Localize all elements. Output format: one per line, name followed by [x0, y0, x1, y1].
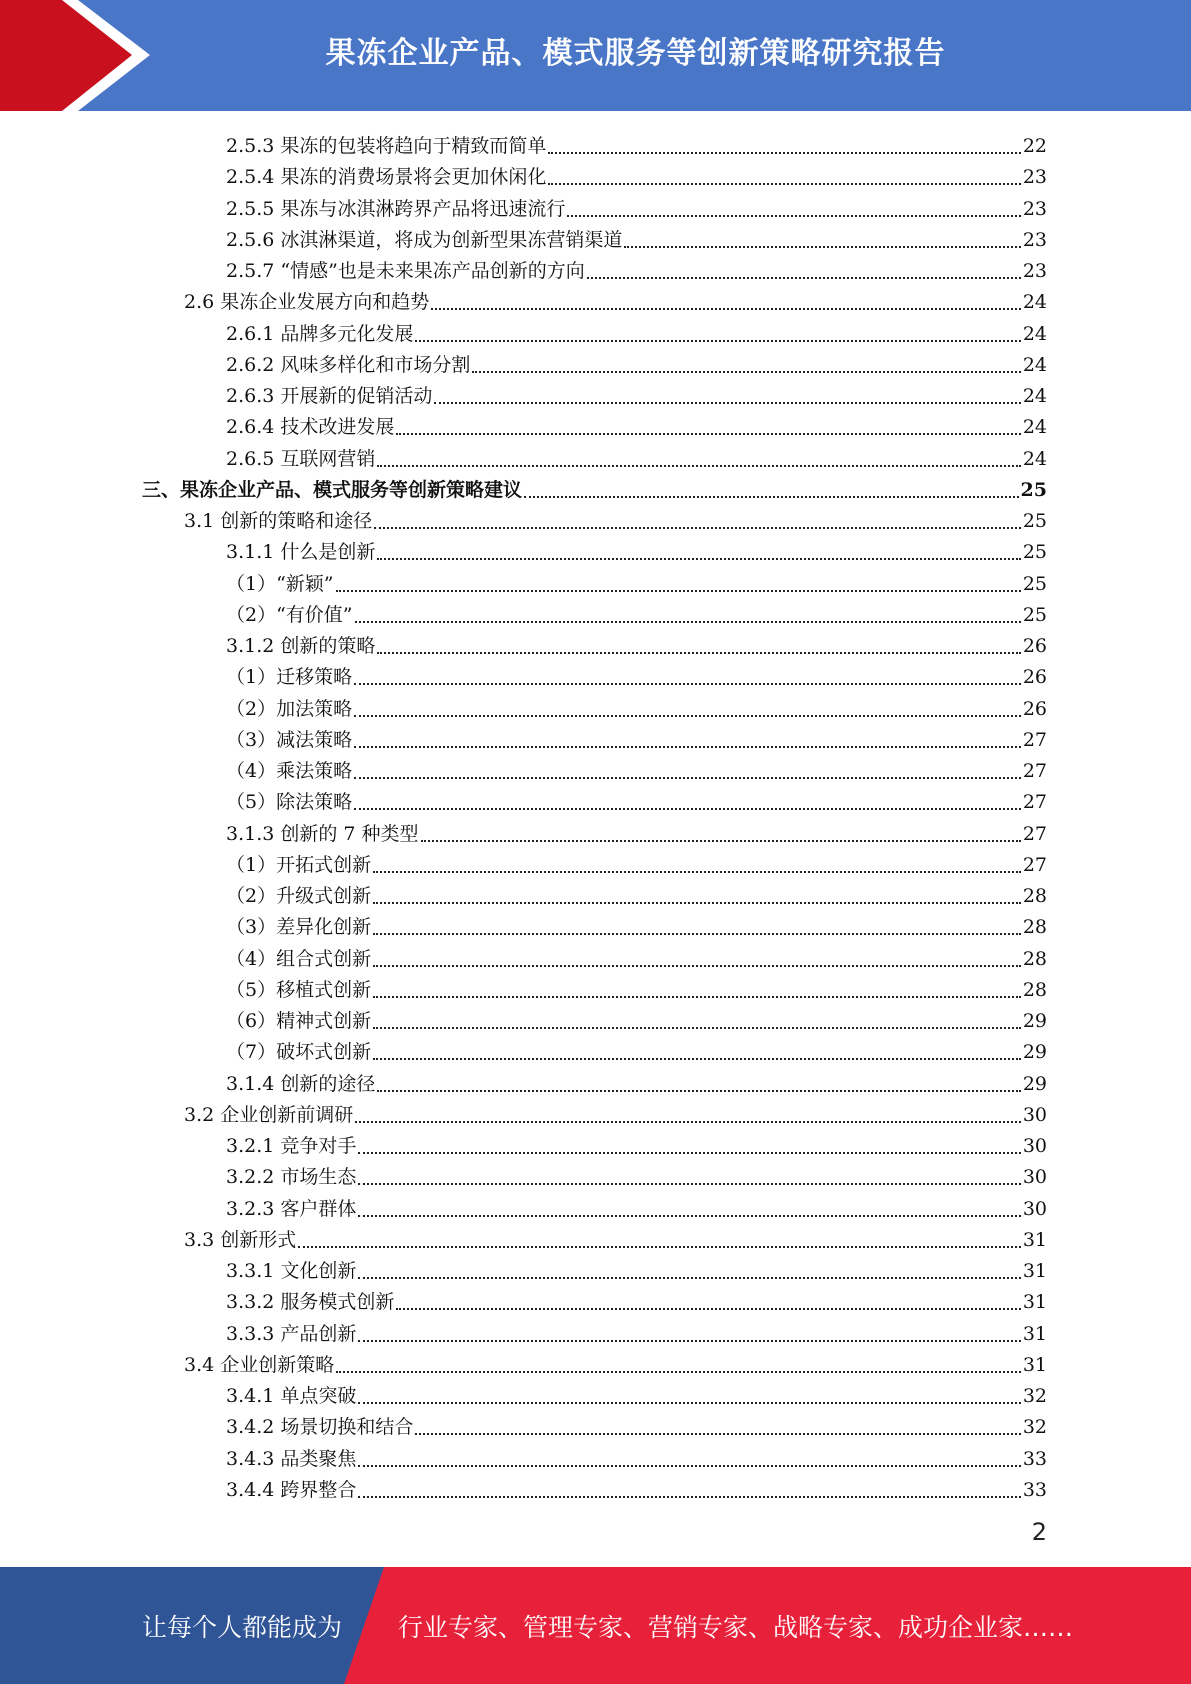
toc-entry-label: 2.6.1 品牌多元化发展: [226, 323, 414, 345]
toc-leader-dots: [354, 807, 1021, 810]
toc-entry-label: 3.1.2 创新的策略: [226, 635, 376, 657]
toc-entry-label: 2.5.4 果冻的消费场景将会更加休闲化: [226, 166, 547, 188]
toc-entry[interactable]: [184, 1346, 1047, 1377]
toc-entry-label: 2.6.3 开展新的促销活动: [226, 385, 433, 407]
toc-leader-dots: [373, 870, 1021, 873]
toc-entry-label: （1）迁移策略: [226, 666, 353, 688]
toc-entry[interactable]: [142, 471, 1047, 502]
toc-entry-label: 3.1.1 什么是创新: [226, 541, 376, 563]
toc-entry-page: 31: [1022, 1354, 1047, 1376]
toc-entry-label: 3.3.3 产品创新: [226, 1323, 357, 1345]
toc-entry-label: 3.4.1 单点突破: [226, 1385, 357, 1407]
toc-entry-page: 29: [1022, 1010, 1047, 1032]
toc-leader-dots: [415, 1432, 1020, 1435]
toc-entry-label: （5）移植式创新: [226, 979, 372, 1001]
toc-entry[interactable]: [226, 533, 1047, 564]
toc-leader-dots: [373, 932, 1021, 935]
toc-entry[interactable]: [226, 440, 1047, 471]
toc-entry[interactable]: [226, 846, 1047, 877]
toc-entry-label: 3.3.2 服务模式创新: [226, 1291, 395, 1313]
toc-entry-page: 27: [1022, 823, 1047, 845]
toc-entry-page: 25: [1022, 541, 1047, 563]
toc-entry[interactable]: [226, 1127, 1047, 1158]
toc-entry-label: 2.5.6 冰淇淋渠道，将成为创新型果冻营销渠道: [226, 229, 623, 251]
toc-entry[interactable]: [226, 1408, 1047, 1439]
toc-entry[interactable]: [226, 783, 1047, 814]
toc-entry-page: 27: [1022, 760, 1047, 782]
toc-entry-page: 28: [1022, 885, 1047, 907]
toc-entry-page: 29: [1022, 1041, 1047, 1063]
toc-leader-dots: [354, 745, 1021, 748]
toc-leader-dots: [472, 370, 1020, 373]
toc-entry[interactable]: [184, 1221, 1047, 1252]
toc-leader-dots: [358, 1464, 1020, 1467]
toc-entry-page: 22: [1022, 135, 1047, 157]
page-number: 2: [1031, 1518, 1047, 1546]
toc-entry-page: 25: [1022, 510, 1047, 532]
toc-entry-label: 2.6 果冻企业发展方向和趋势: [184, 291, 430, 313]
toc-entry-page: 31: [1022, 1260, 1047, 1282]
toc-entry[interactable]: [226, 315, 1047, 346]
toc-leader-dots: [373, 995, 1021, 998]
toc-entry-page: 23: [1022, 229, 1047, 251]
toc-entry[interactable]: [226, 377, 1047, 408]
toc-leader-dots: [358, 1401, 1020, 1404]
toc-leader-dots: [415, 339, 1020, 342]
toc-entry-page: 26: [1022, 698, 1047, 720]
toc-entry-label: （1）“新颖”: [226, 573, 334, 595]
toc-entry-label: 3.1.3 创新的 7 种类型: [226, 823, 419, 845]
toc-entry-label: （7）破坏式创新: [226, 1041, 372, 1063]
toc-entry[interactable]: [226, 877, 1047, 908]
toc-entry-page: 23: [1022, 260, 1047, 282]
toc-entry-label: 3.1 创新的策略和途径: [184, 510, 373, 532]
toc-entry[interactable]: [226, 1315, 1047, 1346]
toc-entry-label: 3.2.3 客户群体: [226, 1198, 357, 1220]
toc-entry[interactable]: [226, 565, 1047, 596]
toc-entry-page: 25: [1020, 479, 1047, 501]
toc-entry-page: 31: [1022, 1323, 1047, 1345]
toc-leader-dots: [373, 964, 1021, 967]
toc-entry-label: （6）精神式创新: [226, 1010, 372, 1032]
toc-entry-label: （4）组合式创新: [226, 948, 372, 970]
toc-entry-label: 2.5.3 果冻的包装将趋向于精致而简单: [226, 135, 547, 157]
toc-entry-label: 2.5.7 “情感”也是未来果冻产品创新的方向: [226, 260, 585, 282]
toc-leader-dots: [377, 557, 1020, 560]
toc-entry[interactable]: [226, 971, 1047, 1002]
toc-leader-dots: [548, 182, 1020, 185]
toc-entry-label: 2.6.4 技术改进发展: [226, 416, 395, 438]
toc-entry-page: 30: [1022, 1135, 1047, 1157]
toc-entry[interactable]: [184, 502, 1047, 533]
toc-leader-dots: [421, 839, 1021, 842]
toc-entry-page: 24: [1022, 291, 1047, 313]
toc-entry[interactable]: [184, 283, 1047, 314]
toc-leader-dots: [358, 1151, 1020, 1154]
toc-entry-page: 24: [1022, 448, 1047, 470]
toc-entry-page: 31: [1022, 1291, 1047, 1313]
toc-entry-page: 33: [1022, 1479, 1047, 1501]
toc-entry[interactable]: [226, 1065, 1047, 1096]
toc-entry-label: 3.3 创新形式: [184, 1229, 297, 1251]
toc-leader-dots: [358, 1276, 1020, 1279]
toc-entry-page: 32: [1022, 1416, 1047, 1438]
toc-entry[interactable]: [226, 627, 1047, 658]
toc-entry-label: 3.4.2 场景切换和结合: [226, 1416, 414, 1438]
toc-entry-label: 3.4 企业创新策略: [184, 1354, 335, 1376]
toc-entry-label: 2.6.2 风味多样化和市场分割: [226, 354, 471, 376]
toc-entry-page: 26: [1022, 666, 1047, 688]
toc-entry-page: 25: [1022, 604, 1047, 626]
toc-leader-dots: [373, 901, 1021, 904]
toc-entry-page: 24: [1022, 323, 1047, 345]
toc-leader-dots: [336, 589, 1021, 592]
toc-entry-label: 2.5.5 果冻与冰淇淋跨界产品将迅速流行: [226, 198, 566, 220]
toc-leader-dots: [524, 495, 1019, 498]
toc-entry-page: 25: [1022, 573, 1047, 595]
toc-entry-page: 27: [1022, 791, 1047, 813]
toc-entry[interactable]: [226, 190, 1047, 221]
footer-slogan-left: 让每个人都能成为: [142, 1612, 343, 1642]
toc-entry[interactable]: [226, 690, 1047, 721]
toc-entry-page: 28: [1022, 948, 1047, 970]
toc-leader-dots: [377, 464, 1020, 467]
toc-entry[interactable]: [226, 1377, 1047, 1408]
toc-entry-label: （1）开拓式创新: [226, 854, 372, 876]
toc-leader-dots: [354, 776, 1021, 779]
toc-entry-page: 31: [1022, 1229, 1047, 1251]
toc-entry-page: 27: [1022, 729, 1047, 751]
toc-leader-dots: [298, 1245, 1021, 1248]
toc-entry-label: 3.2 企业创新前调研: [184, 1104, 354, 1126]
toc-leader-dots: [358, 1495, 1020, 1498]
toc-entry-page: 29: [1022, 1073, 1047, 1095]
page-header: [0, 0, 1191, 111]
toc-entry[interactable]: [226, 721, 1047, 752]
toc-entry-label: 3.4.3 品类聚焦: [226, 1448, 357, 1470]
toc-leader-dots: [373, 1026, 1021, 1029]
toc-entry[interactable]: [226, 1440, 1047, 1471]
toc-entry[interactable]: [226, 596, 1047, 627]
toc-entry-label: （3）差异化创新: [226, 916, 372, 938]
toc-leader-dots: [587, 276, 1021, 279]
toc-entry[interactable]: [226, 252, 1047, 283]
page-footer: [0, 1567, 1191, 1684]
toc-entry[interactable]: [226, 1033, 1047, 1064]
footer-slogan-right: 行业专家、管理专家、营销专家、战略专家、成功企业家……: [398, 1612, 1074, 1642]
toc-leader-dots: [358, 1214, 1020, 1217]
toc-entry-page: 28: [1022, 979, 1047, 1001]
toc-entry-page: 23: [1022, 198, 1047, 220]
toc-entry[interactable]: [226, 658, 1047, 689]
toc-entry[interactable]: [226, 940, 1047, 971]
toc-entry-label: （4）乘法策略: [226, 760, 353, 782]
toc-entry-page: 24: [1022, 354, 1047, 376]
toc-leader-dots: [624, 245, 1020, 248]
toc-entry[interactable]: [226, 221, 1047, 252]
toc-leader-dots: [355, 1120, 1021, 1123]
toc-entry[interactable]: [226, 1252, 1047, 1283]
toc-entry-page: 23: [1022, 166, 1047, 188]
toc-leader-dots: [373, 1057, 1021, 1060]
toc-leader-dots: [377, 651, 1020, 654]
toc-leader-dots: [548, 151, 1020, 154]
toc-entry[interactable]: [184, 1096, 1047, 1127]
toc-entry[interactable]: [226, 815, 1047, 846]
toc-entry[interactable]: [226, 908, 1047, 939]
toc-leader-dots: [431, 307, 1021, 310]
toc-entry-page: 33: [1022, 1448, 1047, 1470]
toc-entry[interactable]: [226, 127, 1047, 158]
toc-entry-label: （3）减法策略: [226, 729, 353, 751]
toc-entry-label: （2）升级式创新: [226, 885, 372, 907]
toc-leader-dots: [358, 1339, 1020, 1342]
toc-leader-dots: [336, 1370, 1021, 1373]
toc-leader-dots: [358, 1182, 1020, 1185]
toc-leader-dots: [354, 714, 1021, 717]
toc-entry-page: 30: [1022, 1166, 1047, 1188]
toc-entry-label: （2）“有价值”: [226, 604, 353, 626]
toc-entry-label: 三、果冻企业产品、模式服务等创新策略建议: [142, 479, 523, 501]
toc-entry-page: 27: [1022, 854, 1047, 876]
toc-entry-label: 3.2.1 竞争对手: [226, 1135, 357, 1157]
toc-leader-dots: [374, 526, 1021, 529]
toc-entry-page: 30: [1022, 1104, 1047, 1126]
toc-entry[interactable]: [226, 1471, 1047, 1502]
toc-entry[interactable]: [226, 1002, 1047, 1033]
toc-leader-dots: [396, 1307, 1020, 1310]
toc-entry-page: 24: [1022, 416, 1047, 438]
toc-leader-dots: [396, 432, 1020, 435]
toc-entry-label: （5）除法策略: [226, 791, 353, 813]
toc-entry[interactable]: [226, 408, 1047, 439]
toc-leader-dots: [377, 1089, 1020, 1092]
toc-leader-dots: [354, 682, 1021, 685]
toc-entry-label: （2）加法策略: [226, 698, 353, 720]
toc-entry-label: 3.1.4 创新的途径: [226, 1073, 376, 1095]
toc-entry-page: 30: [1022, 1198, 1047, 1220]
toc-entry[interactable]: [226, 1283, 1047, 1314]
toc-entry-page: 24: [1022, 385, 1047, 407]
toc-entry-label: 3.4.4 跨界整合: [226, 1479, 357, 1501]
toc-leader-dots: [355, 620, 1021, 623]
toc-entry[interactable]: [226, 1190, 1047, 1221]
toc-entry[interactable]: [226, 158, 1047, 189]
toc-entry[interactable]: [226, 1158, 1047, 1189]
toc-entry-label: 3.3.1 文化创新: [226, 1260, 357, 1282]
toc-leader-dots: [567, 214, 1020, 217]
toc-entry-page: 26: [1022, 635, 1047, 657]
toc-leader-dots: [434, 401, 1020, 404]
document-title: 果冻企业产品、模式服务等创新策略研究报告: [325, 36, 946, 71]
toc-entry-label: 2.6.5 互联网营销: [226, 448, 376, 470]
toc-entry-label: 3.2.2 市场生态: [226, 1166, 357, 1188]
toc-entry-page: 32: [1022, 1385, 1047, 1407]
toc-entry[interactable]: [226, 752, 1047, 783]
toc-entry-page: 28: [1022, 916, 1047, 938]
toc-entry[interactable]: [226, 346, 1047, 377]
